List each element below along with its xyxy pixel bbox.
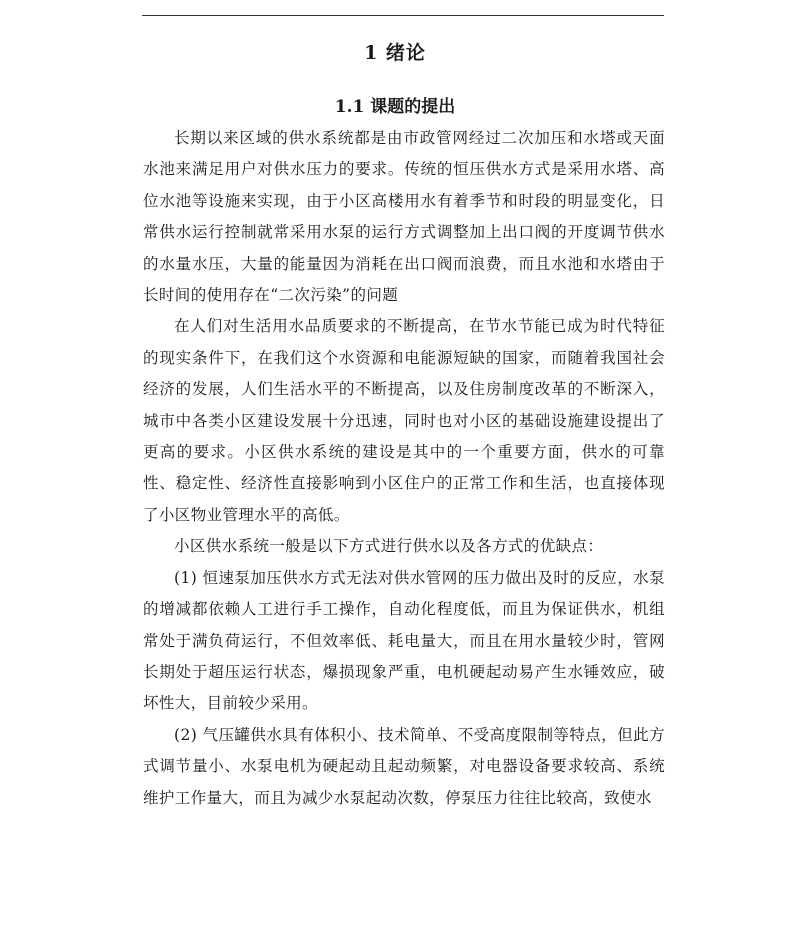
body-text xyxy=(143,123,665,814)
header-rule xyxy=(142,15,664,16)
section-title: 1.1 课题的提出 xyxy=(334,97,456,117)
paragraph-method-2: (2) 气压罐供水具有体积小、技术简单、不受高度限制等特点，但此方式调节量小、水泵电机为硬起动且起动频繁，对电器设备要求较高、系统维护工作量大，而且为减少水泵起动次数，停泵压力往往比较高，致使水 xyxy=(143,725,665,807)
paragraph-methods-intro: 小区供水系统一般是以下方式进行供水以及各方式的优缺点： xyxy=(174,537,604,556)
paragraph-intro: 长期以来区域的供水系统都是由市政管网经过二次加压和水塔或天面水池来满足用户对供水压力的要求。传统的恒压供水方式是采用水塔、高位水池等设施来实现，由于小区高楼用水有着季节和时段的明显变化，日常供水运行控制就常采用水泵的运行方式调整加上出口阀的开度调节供水的水量水压，大量的能量因为消耗在出口阀而浪费，而且水池和水塔由于长时间的使用存在“二次污染”的问题 xyxy=(143,129,665,305)
paragraph-method-1: (1) 恒速泵加压供水方式无法对供水管网的压力做出及时的反应，水泵的增减都依赖人工进行手工操作，自动化程度低，而且为保证供水，机组常处于满负荷运行，不但效率低、耗电量大，而且在用水量较少时，管网长期处于超压运行状态，爆损现象严重，电机硬起动易产生水锤效应，破坏性大，目前较少采用。 xyxy=(143,568,665,713)
paragraph-requirements: 在人们对生活用水品质要求的不断提高，在节水节能已成为时代特征的现实条件下，在我们这个水资源和电能源短缺的国家，而随着我国社会经济的发展，人们生活水平的不断提高，以及住房制度改革的不断深入，城市中各类小区建设发展十分迅速，同时也对小区的基础设施建设提出了更高的要求。小区供水系统的建设是其中的一个重要方面，供水的可靠性、稳定性、经济性直接影响到小区住户的正常工作和生活，也直接体现了小区物业管理水平的高低。 xyxy=(143,317,665,524)
chapter-title: 1 绪论 xyxy=(364,42,426,64)
